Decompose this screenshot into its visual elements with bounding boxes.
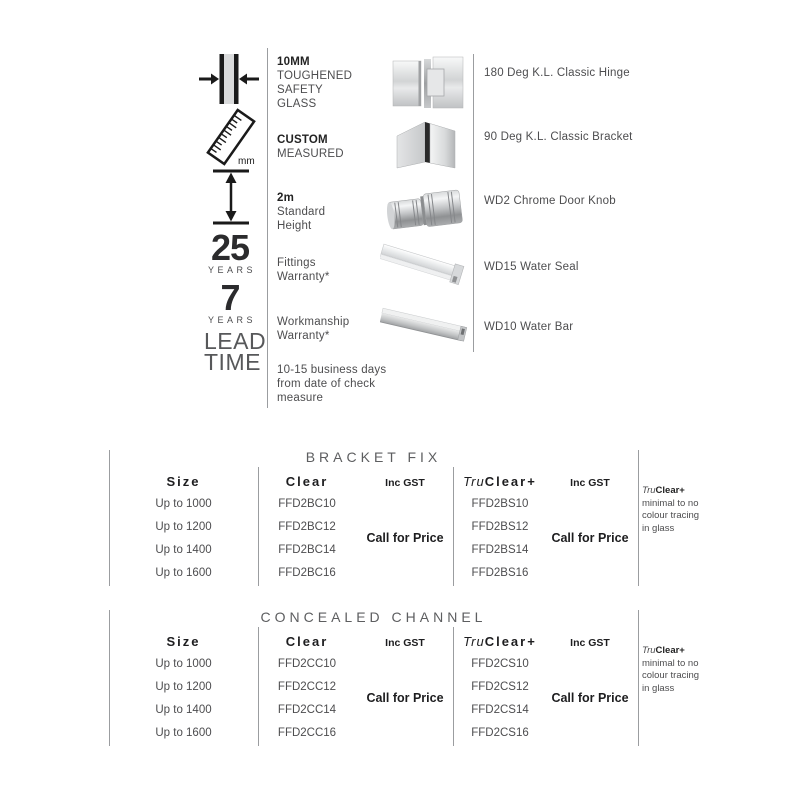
clear-code-cell: FFD2CC16 bbox=[277, 727, 337, 739]
feature-workmanship-text: Workmanship Warranty* bbox=[277, 316, 350, 342]
truclear-code-cell: FFD2CS10 bbox=[471, 658, 529, 670]
table-border-right bbox=[638, 450, 639, 586]
clear-column-header: Clear bbox=[285, 474, 329, 489]
height-range-icon bbox=[207, 167, 255, 227]
warranty-years-unit: YEARS bbox=[207, 265, 256, 275]
inc-gst-label: Inc GST bbox=[385, 477, 425, 489]
clear-code-cell: FFD2BC12 bbox=[278, 521, 336, 533]
truclear-code-cell: FFD2BS12 bbox=[471, 521, 529, 533]
truclear-code-cell: FFD2CS14 bbox=[471, 704, 529, 716]
bracket-product-image bbox=[389, 116, 463, 178]
clear-code-cell: FFD2BC16 bbox=[278, 567, 336, 579]
water-bar-product-image bbox=[380, 301, 474, 358]
product-label-knob: WD2 Chrome Door Knob bbox=[484, 195, 616, 207]
size-cell: Up to 1600 bbox=[155, 727, 212, 739]
truclear-suffix: Clear+ bbox=[484, 474, 537, 489]
truclear-column-header bbox=[448, 474, 552, 489]
truclear-code-cell: FFD2BS10 bbox=[471, 498, 529, 510]
clear-column-header: Clear bbox=[285, 634, 329, 649]
warranty-years-unit: YEARS bbox=[207, 315, 256, 325]
feature-custom-text: CUSTOM MEASURED bbox=[277, 134, 344, 160]
clear-code-cell: FFD2CC14 bbox=[277, 704, 337, 716]
ruler-icon bbox=[198, 108, 264, 166]
size-column-header: Size bbox=[166, 474, 201, 489]
call-for-price-label: Call for Price bbox=[551, 691, 629, 705]
water-seal-product-image bbox=[380, 241, 474, 303]
inc-gst-label: Inc GST bbox=[570, 477, 610, 489]
feature-height-text: 2m Standard Height bbox=[277, 192, 326, 232]
truclear-note: TruClear+ minimal to no colour tracing in glass bbox=[642, 485, 700, 534]
truclear-suffix: Clear+ bbox=[484, 634, 537, 649]
size-cell: Up to 1000 bbox=[155, 498, 212, 510]
bracket-fix-table bbox=[100, 443, 740, 595]
note-suffix: Clear+ bbox=[655, 645, 685, 656]
product-label-seal: WD15 Water Seal bbox=[484, 261, 579, 273]
product-label-bracket: 90 Deg K.L. Classic Bracket bbox=[484, 131, 633, 143]
clear-code-cell: FFD2CC10 bbox=[277, 658, 337, 670]
truclear-prefix: Tru bbox=[463, 634, 485, 649]
clear-code-cell: FFD2CC12 bbox=[277, 681, 337, 693]
inc-gst-label: Inc GST bbox=[385, 637, 425, 649]
hinge-product-image bbox=[387, 52, 467, 116]
table-border-right bbox=[638, 610, 639, 746]
call-for-price-label: Call for Price bbox=[366, 691, 444, 705]
concealed-channel-table bbox=[100, 603, 740, 755]
truclear-code-cell: FFD2CS16 bbox=[471, 727, 529, 739]
note-suffix: Clear+ bbox=[655, 485, 685, 496]
product-divider-line bbox=[473, 54, 474, 352]
product-label-hinge: 180 Deg K.L. Classic Hinge bbox=[484, 67, 630, 79]
clear-code-cell: FFD2BC10 bbox=[278, 498, 336, 510]
size-cell: Up to 1400 bbox=[155, 544, 212, 556]
size-cell: Up to 1200 bbox=[155, 521, 212, 533]
feature-glass-text: 10MM TOUGHENED SAFETY GLASS bbox=[277, 56, 353, 110]
size-cell: Up to 1000 bbox=[155, 658, 212, 670]
fittings-warranty-badge bbox=[186, 227, 274, 275]
glass-thickness-icon bbox=[197, 54, 261, 104]
feature-divider-line bbox=[267, 48, 268, 408]
call-for-price-label: Call for Price bbox=[366, 531, 444, 545]
table-title: CONCEALED CHANNEL bbox=[260, 609, 487, 625]
lead-time-heading: LEAD TIME bbox=[204, 328, 267, 375]
truclear-prefix: Tru bbox=[463, 474, 485, 489]
truclear-note: TruClear+ minimal to no colour tracing in glass bbox=[642, 645, 700, 694]
workmanship-warranty-badge bbox=[186, 277, 274, 325]
table-border-left bbox=[109, 450, 110, 586]
warranty-years-number: 25 bbox=[210, 227, 250, 268]
size-column-header: Size bbox=[166, 634, 201, 649]
inc-gst-label: Inc GST bbox=[570, 637, 610, 649]
call-for-price-label: Call for Price bbox=[551, 531, 629, 545]
size-cell: Up to 1200 bbox=[155, 681, 212, 693]
truclear-code-cell: FFD2BS14 bbox=[471, 544, 529, 556]
truclear-code-cell: FFD2BS16 bbox=[471, 567, 529, 579]
product-label-bar: WD10 Water Bar bbox=[484, 321, 574, 333]
truclear-code-cell: FFD2CS12 bbox=[471, 681, 529, 693]
feature-fittings-text: Fittings Warranty* bbox=[277, 257, 330, 283]
clear-code-cell: FFD2BC14 bbox=[278, 544, 336, 556]
table-title: BRACKET FIX bbox=[305, 449, 442, 465]
note-prefix: Tru bbox=[642, 485, 656, 496]
door-knob-product-image bbox=[383, 181, 469, 237]
size-cell: Up to 1400 bbox=[155, 704, 212, 716]
warranty-years-number: 7 bbox=[220, 277, 240, 318]
size-cell: Up to 1600 bbox=[155, 567, 212, 579]
table-border-left bbox=[109, 610, 110, 746]
truclear-column-header bbox=[448, 634, 552, 649]
lead-time-description: 10-15 business days from date of check measure bbox=[277, 364, 387, 404]
ruler-unit-label: mm bbox=[238, 156, 255, 166]
note-prefix: Tru bbox=[642, 645, 656, 656]
